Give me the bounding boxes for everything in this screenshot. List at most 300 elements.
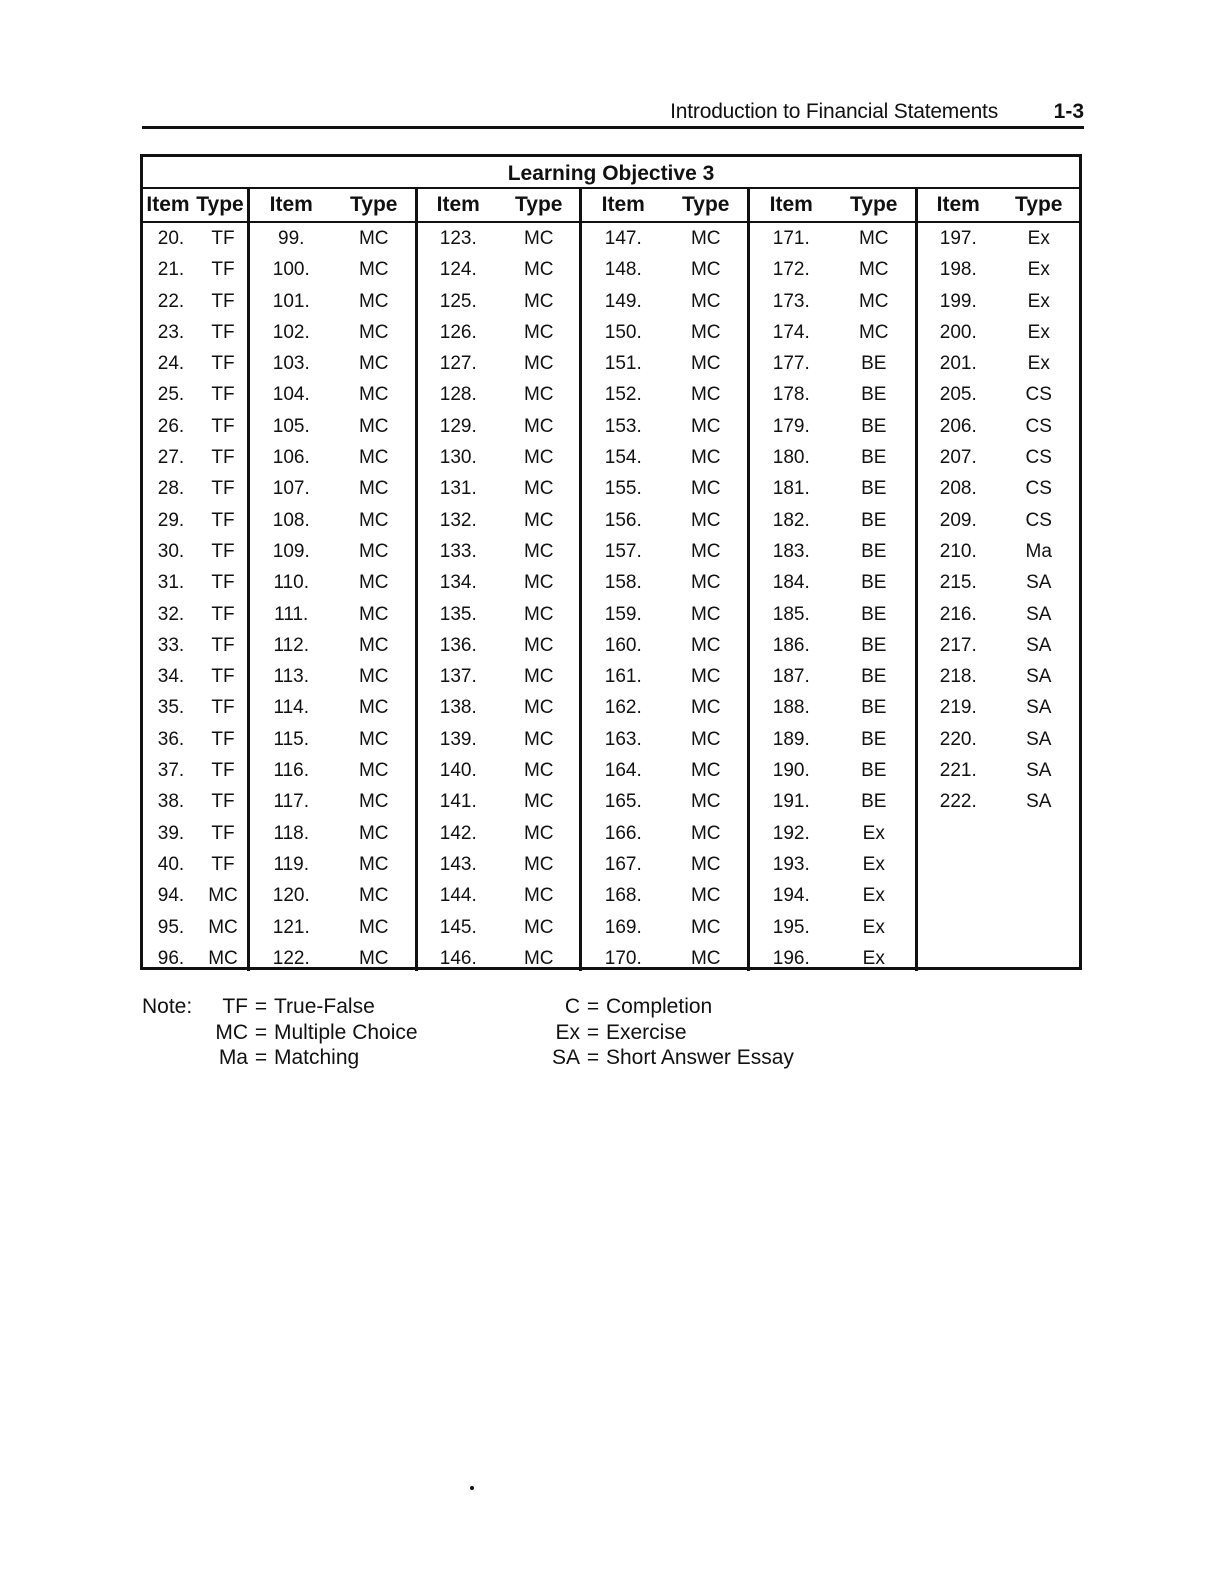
- table-row: [250, 442, 415, 473]
- table-row: [143, 786, 247, 817]
- item-type: BE: [861, 697, 887, 719]
- item-type: MC: [523, 384, 554, 406]
- table-row: [750, 912, 915, 943]
- table-row: [418, 505, 579, 536]
- table-row: [250, 223, 415, 254]
- table-title: Learning Objective 3: [143, 157, 1079, 189]
- item-type: CS: [1025, 415, 1052, 437]
- legend-entry: [208, 1020, 418, 1046]
- table-row: [250, 943, 415, 974]
- item-type: MC: [523, 916, 554, 938]
- item-type: TF: [211, 540, 235, 562]
- item-type: MC: [208, 947, 238, 969]
- table-row: [582, 536, 747, 567]
- item-number: 119.: [273, 853, 310, 875]
- item-type: BE: [861, 509, 887, 531]
- item-number: 195.: [772, 916, 810, 938]
- table-row: [250, 692, 415, 723]
- item-type: MC: [358, 290, 389, 312]
- table-row: [143, 254, 247, 285]
- item-number: 198.: [939, 259, 977, 281]
- table-row: [418, 599, 579, 630]
- item-type: MC: [690, 384, 721, 406]
- column-header: [418, 189, 579, 223]
- table-row: [750, 724, 915, 755]
- type-header: Type: [196, 193, 244, 216]
- item-type: BE: [861, 603, 887, 625]
- table-column-group: [918, 189, 1079, 971]
- item-type: MC: [358, 447, 389, 469]
- item-number: 171.: [772, 228, 810, 249]
- item-number: 111.: [274, 603, 309, 625]
- table-row: [250, 880, 415, 911]
- table-row: [918, 755, 1079, 786]
- table-row: [582, 505, 747, 536]
- item-number: 152.: [604, 384, 642, 406]
- legend-meaning: Completion: [606, 995, 713, 1018]
- item-number: 182.: [772, 509, 810, 531]
- item-number: 112.: [273, 634, 310, 656]
- item-type: MC: [358, 947, 389, 969]
- item-number: 217.: [939, 634, 977, 656]
- learning-objective-table: [140, 154, 1082, 970]
- item-type: MC: [358, 353, 389, 375]
- item-number: 25.: [157, 384, 185, 406]
- legend-meaning: True-False: [274, 995, 375, 1018]
- table-row: [918, 724, 1079, 755]
- item-number: 128.: [439, 384, 477, 406]
- item-number: 206.: [939, 415, 977, 437]
- item-number: 29.: [157, 509, 185, 531]
- item-number: 180.: [772, 447, 810, 469]
- item-number: 157.: [604, 540, 642, 562]
- table-row: [418, 473, 579, 504]
- table-row: [250, 786, 415, 817]
- item-type: SA: [1026, 634, 1052, 656]
- item-type: MC: [690, 634, 721, 656]
- item-type: TF: [211, 415, 235, 437]
- item-number: 165.: [604, 791, 642, 813]
- item-type: MC: [690, 478, 721, 500]
- item-number: 117.: [273, 791, 310, 813]
- item-type: TF: [211, 259, 235, 281]
- table-row: [750, 755, 915, 786]
- table-row: [418, 411, 579, 442]
- item-number: 177.: [772, 353, 810, 375]
- item-header: Item: [146, 193, 190, 216]
- table-row: [750, 411, 915, 442]
- item-number: 125.: [439, 290, 477, 312]
- table-row: [750, 254, 915, 285]
- table-row: [418, 567, 579, 598]
- item-type: MC: [523, 666, 554, 688]
- item-number: 188.: [772, 697, 810, 719]
- item-type: BE: [861, 540, 887, 562]
- table-row: [143, 505, 247, 536]
- item-number: 149.: [604, 290, 642, 312]
- item-number: 146.: [439, 947, 477, 969]
- item-number: 127.: [439, 353, 477, 375]
- table-row: [418, 912, 579, 943]
- item-number: 130.: [439, 447, 477, 469]
- page-header: [142, 98, 1084, 129]
- legend-equals: =: [254, 1020, 268, 1044]
- item-number: 185.: [772, 603, 810, 625]
- item-number: 220.: [939, 728, 977, 750]
- table-row: [143, 317, 247, 348]
- table-row: [918, 567, 1079, 598]
- item-type: TF: [211, 572, 235, 594]
- item-type: MC: [358, 384, 389, 406]
- table-row: [143, 379, 247, 410]
- item-number: 162.: [604, 697, 642, 719]
- item-number: 101.: [272, 290, 310, 312]
- table-row: [582, 880, 747, 911]
- table-row: [250, 254, 415, 285]
- item-number: 222.: [939, 791, 977, 813]
- table-row: [918, 599, 1079, 630]
- item-type: MC: [358, 728, 389, 750]
- table-row: [250, 348, 415, 379]
- item-number: 215.: [939, 572, 977, 594]
- table-row: [143, 943, 247, 974]
- item-number: 201.: [939, 353, 977, 375]
- table-row: [750, 442, 915, 473]
- table-row: [582, 473, 747, 504]
- item-type: TF: [211, 228, 235, 249]
- item-number: 20.: [157, 228, 185, 249]
- item-number: 193.: [772, 853, 810, 875]
- table-row: [250, 755, 415, 786]
- table-row: [750, 505, 915, 536]
- legend-equals: =: [254, 1046, 268, 1069]
- table-row: [143, 912, 247, 943]
- item-number: 110.: [273, 572, 310, 594]
- table-row: [750, 348, 915, 379]
- item-type: CS: [1025, 478, 1052, 500]
- table-row: [418, 724, 579, 755]
- item-number: 154.: [604, 447, 642, 469]
- table-row: [418, 661, 579, 692]
- item-number: 183.: [772, 540, 810, 562]
- item-number: 134.: [439, 572, 477, 594]
- table-row: [143, 692, 247, 723]
- item-type: TF: [211, 853, 235, 875]
- table-row: [418, 630, 579, 661]
- item-type: MC: [358, 634, 389, 656]
- table-row: [582, 348, 747, 379]
- item-number: 141.: [439, 791, 477, 813]
- legend-abbreviation: Ma: [218, 1046, 248, 1069]
- table-row: [918, 411, 1079, 442]
- item-type: MC: [358, 822, 389, 844]
- table-row: [750, 536, 915, 567]
- table-row: [250, 630, 415, 661]
- table-row: [143, 223, 247, 254]
- item-type: BE: [861, 666, 887, 688]
- item-type: MC: [358, 697, 389, 719]
- item-type: MC: [690, 728, 721, 750]
- table-row: [750, 286, 915, 317]
- item-type: MC: [358, 540, 389, 562]
- table-row: [418, 849, 579, 880]
- table-row: [250, 286, 415, 317]
- item-type: MC: [523, 290, 554, 312]
- item-number: 106.: [272, 447, 310, 469]
- item-type: TF: [211, 697, 235, 719]
- item-type: Ex: [862, 885, 885, 907]
- table-row: [582, 630, 747, 661]
- item-type: TF: [211, 290, 235, 312]
- table-row: [918, 442, 1079, 473]
- column-header: [143, 189, 247, 223]
- table-row: [143, 880, 247, 911]
- item-type: MC: [523, 509, 554, 531]
- item-number: 135.: [439, 603, 477, 625]
- item-number: 218.: [939, 666, 977, 688]
- table-row: [143, 630, 247, 661]
- table-column-group: [250, 189, 418, 971]
- table-row: [250, 473, 415, 504]
- table-row: [582, 442, 747, 473]
- item-type: MC: [358, 916, 389, 938]
- item-type: MC: [690, 321, 721, 343]
- item-type: MC: [358, 509, 389, 531]
- table-row: [250, 661, 415, 692]
- item-number: 196.: [772, 947, 810, 969]
- item-number: 122.: [272, 947, 310, 969]
- item-type: TF: [211, 384, 235, 406]
- table-row: [582, 599, 747, 630]
- item-type: MC: [858, 321, 889, 343]
- item-number: 94.: [157, 885, 185, 907]
- table-row: [582, 567, 747, 598]
- table-row: [750, 630, 915, 661]
- item-number: 129.: [439, 415, 477, 437]
- item-number: 121.: [272, 916, 310, 938]
- legend-meaning: Matching: [274, 1046, 360, 1069]
- table-row: [918, 223, 1079, 254]
- column-header: [250, 189, 415, 223]
- item-type: MC: [523, 321, 554, 343]
- chapter-title: Introduction to Financial Statements: [670, 100, 998, 123]
- item-number: 24.: [157, 353, 185, 375]
- item-type: MC: [690, 791, 721, 813]
- item-type: MC: [858, 228, 889, 249]
- table-row: [143, 473, 247, 504]
- item-type: MC: [523, 228, 554, 249]
- page-number: 1-3: [1053, 100, 1084, 123]
- item-type: MC: [523, 697, 554, 719]
- item-number: 181.: [772, 478, 810, 500]
- table-row: [143, 849, 247, 880]
- item-number: 170.: [604, 947, 642, 969]
- item-number: 199.: [939, 290, 977, 312]
- table-row: [143, 442, 247, 473]
- table-row: [750, 473, 915, 504]
- item-type: MC: [690, 885, 721, 907]
- item-type: BE: [861, 728, 887, 750]
- table-row: [143, 411, 247, 442]
- item-type: TF: [211, 478, 235, 500]
- table-row: [250, 379, 415, 410]
- page-dot: [470, 1486, 474, 1490]
- item-type: MC: [523, 947, 554, 969]
- item-number: 38.: [157, 791, 185, 813]
- item-number: 143.: [439, 853, 477, 875]
- table-row: [582, 943, 747, 974]
- table-row: [143, 536, 247, 567]
- legend-equals: =: [586, 995, 600, 1018]
- legend-entry: [208, 994, 375, 1020]
- item-number: 133.: [439, 540, 477, 562]
- item-type: MC: [690, 415, 721, 437]
- item-type: MC: [690, 603, 721, 625]
- item-number: 153.: [604, 415, 642, 437]
- item-type: MC: [690, 228, 721, 249]
- item-type: TF: [211, 760, 235, 782]
- item-number: 207.: [939, 447, 977, 469]
- item-type: SA: [1026, 572, 1052, 594]
- item-type: MC: [690, 947, 721, 969]
- table-row: [250, 505, 415, 536]
- table-row: [418, 348, 579, 379]
- legend-equals: =: [254, 995, 268, 1018]
- item-number: 173.: [772, 290, 810, 312]
- table-row: [418, 536, 579, 567]
- item-type: Ex: [862, 822, 885, 844]
- table-row: [418, 692, 579, 723]
- item-number: 120.: [272, 885, 310, 907]
- item-number: 208.: [939, 478, 977, 500]
- table-row: [143, 724, 247, 755]
- item-type: MC: [358, 853, 389, 875]
- legend-abbreviation: TF: [222, 995, 248, 1018]
- item-number: 190.: [772, 760, 810, 782]
- item-type: TF: [211, 603, 235, 625]
- table-row: [582, 317, 747, 348]
- item-number: 34.: [157, 666, 185, 688]
- item-type: BE: [861, 478, 887, 500]
- item-number: 39.: [157, 822, 185, 844]
- table-row: [918, 692, 1079, 723]
- table-row: [418, 254, 579, 285]
- item-type: BE: [861, 634, 887, 656]
- item-number: 27.: [157, 447, 185, 469]
- item-type: Ex: [862, 853, 885, 875]
- item-number: 174.: [772, 321, 810, 343]
- table-row: [582, 379, 747, 410]
- item-type: MC: [523, 791, 554, 813]
- table-row: [750, 943, 915, 974]
- item-type: Ex: [1027, 321, 1050, 343]
- item-type: MC: [208, 916, 238, 938]
- table-row: [418, 786, 579, 817]
- item-type: CS: [1025, 509, 1052, 531]
- item-type: MC: [690, 540, 721, 562]
- item-number: 159.: [604, 603, 642, 625]
- type-header: Type: [350, 193, 398, 216]
- item-number: 191.: [772, 791, 810, 813]
- table-row: [750, 223, 915, 254]
- table-row: [582, 223, 747, 254]
- table-row: [143, 755, 247, 786]
- table-row: [250, 567, 415, 598]
- item-type: MC: [523, 728, 554, 750]
- item-number: 21.: [157, 259, 185, 281]
- table-row: [750, 567, 915, 598]
- item-number: 123.: [439, 228, 477, 249]
- table-row: [750, 692, 915, 723]
- table-row: [918, 317, 1079, 348]
- item-type: MC: [523, 760, 554, 782]
- item-number: 209.: [939, 509, 977, 531]
- item-number: 113.: [273, 666, 310, 688]
- table-row: [143, 818, 247, 849]
- item-number: 163.: [604, 728, 642, 750]
- item-type: Ex: [1027, 228, 1050, 249]
- table-row: [582, 411, 747, 442]
- legend-abbreviation: Ex: [555, 1020, 580, 1044]
- item-number: 131.: [439, 478, 477, 500]
- item-type: MC: [358, 603, 389, 625]
- item-number: 23.: [157, 321, 185, 343]
- item-type: TF: [211, 822, 235, 844]
- item-number: 105.: [272, 415, 310, 437]
- item-number: 136.: [439, 634, 477, 656]
- table-row: [750, 661, 915, 692]
- item-type: BE: [861, 415, 887, 437]
- table-row: [750, 599, 915, 630]
- item-type: BE: [861, 791, 887, 813]
- item-type: SA: [1026, 791, 1052, 813]
- item-type: TF: [211, 353, 235, 375]
- item-type: TF: [211, 666, 235, 688]
- item-type: MC: [690, 259, 721, 281]
- item-type: Ex: [862, 947, 885, 969]
- table-row: [582, 912, 747, 943]
- legend-abbreviation: C: [564, 995, 580, 1018]
- item-type: SA: [1026, 760, 1052, 782]
- item-type: MC: [358, 791, 389, 813]
- table-row: [918, 473, 1079, 504]
- table-row: [582, 692, 747, 723]
- item-number: 184.: [772, 572, 810, 594]
- item-number: 95.: [157, 916, 185, 938]
- table-row: [918, 630, 1079, 661]
- table-row: [250, 724, 415, 755]
- item-header: Item: [601, 193, 645, 216]
- item-number: 118.: [273, 822, 310, 844]
- item-type: MC: [358, 478, 389, 500]
- item-number: 205.: [939, 384, 977, 406]
- item-type: MC: [358, 228, 389, 249]
- item-number: 221.: [939, 760, 977, 782]
- item-type: SA: [1026, 728, 1052, 750]
- item-number: 160.: [604, 634, 642, 656]
- item-type: Ex: [862, 916, 885, 938]
- item-type: BE: [861, 447, 887, 469]
- column-header: [750, 189, 915, 223]
- item-type: MC: [858, 290, 889, 312]
- item-number: 126.: [439, 321, 477, 343]
- item-type: MC: [523, 447, 554, 469]
- item-number: 37.: [157, 760, 185, 782]
- table-row: [143, 348, 247, 379]
- item-type: TF: [211, 509, 235, 531]
- item-number: 31.: [157, 572, 185, 594]
- legend-equals: =: [586, 1020, 600, 1044]
